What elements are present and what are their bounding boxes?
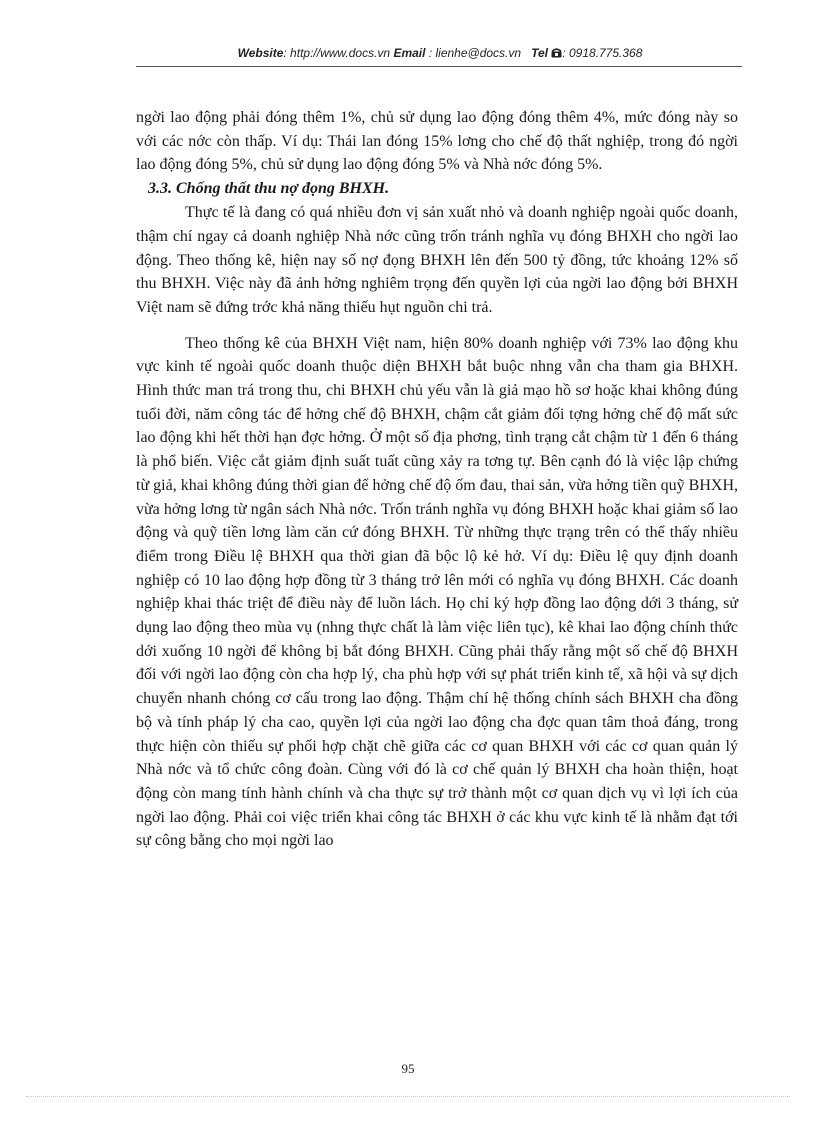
tel-value: : 0918.775.368 bbox=[562, 46, 643, 60]
footer-divider bbox=[26, 1096, 790, 1097]
page-header bbox=[140, 46, 740, 60]
email-label: Email bbox=[393, 46, 426, 60]
phone-icon bbox=[551, 46, 562, 60]
paragraph-2: Thực tế là đang có quá nhiều đơn vị sản xuất nhỏ và doanh nghiệp ngoài quốc doanh, thậm chí ngay cả doanh nghiệp Nhà nớc cũng trốn tránh nghĩa vụ đóng BHXH cho ngời lao động. Theo thống kê, hiện nay số nợ đọng BHXH lên đến 500 tỷ đồng, tức khoảng 12% số thu BHXH. Việc này đã ảnh hởng nghiêm trọng đến quyền lợi của ngời lao động bởi BHXH Việt nam sẽ đứng trớc khả năng thiếu hụt nguồn chi trả. bbox=[136, 204, 738, 316]
paragraph-3: Theo thống kê của BHXH Việt nam, hiện 80% doanh nghiệp với 73% lao động khu vực kinh tế ngoài quốc doanh thuộc diện BHXH bắt buộc nhng vẫn cha tham gia BHXH. Hình thức man trá trong thu, chi BHXH chủ yếu vẫn là giả mạo hồ sơ hoặc khai không đúng tuổi đời, năm công tác để hởng chế độ BHXH, chậm cắt giảm đối tợng hởng chế độ mất sức lao động khi hết thời hạn đợc hởng. Ở một số địa phơng, tình trạng cắt chậm từ 1 đến 6 tháng là phổ biến. Việc cắt giảm định suất tuất cũng xảy ra tơng tự. Bên cạnh đó là việc lập chứng từ giả, khai không đúng thời gian để hởng chế độ ốm đau, thai sản, vừa hởng tiền quỹ BHXH, vừa hởng lơng từ ngân sách Nhà nớc. Trốn tránh nghĩa vụ đóng BHXH hoặc khai giảm số lao động và quỹ tiền lơng làm căn cứ đóng BHXH. Từ những thực trạng trên có thể thấy nhiều điểm trong Điều lệ BHXH qua thời gian đã bộc lộ kẻ hở. Ví dụ: Điều lệ quy định doanh nghiệp có 10 lao động hợp đồng từ 3 tháng trở lên mới có nghĩa vụ đóng BHXH. Các doanh nghiệp khai thác triệt để điều này để luồn lách. Họ chỉ ký hợp đồng lao động dới 3 tháng, sử dụng lao động theo mùa vụ (nhng thực chất là làm việc liên tục), kê khai lao động chính thức dới xuống 10 ngời để không bị bắt đóng BHXH. Cũng phải thấy rằng một số chế độ BHXH đối với ngời lao động còn cha hợp lý, cha phù hợp với sự phát triển kinh tế, xã hội và sự dịch chuyển nhanh chóng cơ cấu trong lao động. Thậm chí hệ thống chính sách BHXH cha đồng bộ và tính pháp lý cha cao, quyền lợi của ngời lao động cha đợc quan tâm thoả đáng, trong thực hiện còn thiếu sự phối hợp chặt chẽ giữa các cơ quan BHXH với các cơ quan quản lý Nhà nớc và tổ chức công đoàn. Cùng với đó là cơ chế quản lý BHXH cha hoàn thiện, hoạt động còn mang tính hành chính và cha thực sự trở thành một cơ quan dịch vụ vì lợi ích của ngời lao động. Phải coi việc triển khai công tác BHXH ở các khu vực kinh tế là nhằm đạt tới sự công bằng cho mọi ngời lao bbox=[136, 334, 738, 850]
page-number: 95 bbox=[401, 1061, 415, 1076]
website-label: Website bbox=[237, 46, 284, 60]
section-heading: 3.3. Chống thất thu nợ đọng BHXH. bbox=[148, 180, 390, 198]
document-body bbox=[136, 106, 738, 853]
website-value: : http://www.docs.vn bbox=[283, 46, 391, 60]
email-value: : lienhe@docs.vn bbox=[428, 46, 522, 60]
tel-label: Tel bbox=[531, 46, 548, 60]
paragraph-1: ngời lao động phải đóng thêm 1%, chủ sử dụng lao động đóng thêm 4%, mức đóng này so với các nớc còn thấp. Ví dụ: Thái lan đóng 15% lơng cho chế độ thất nghiệp, trong đó ngời lao động đóng 5%, chủ sử dụng lao động đóng 5% và Nhà nớc đóng 5%. bbox=[136, 109, 738, 174]
header-rule bbox=[136, 66, 742, 67]
